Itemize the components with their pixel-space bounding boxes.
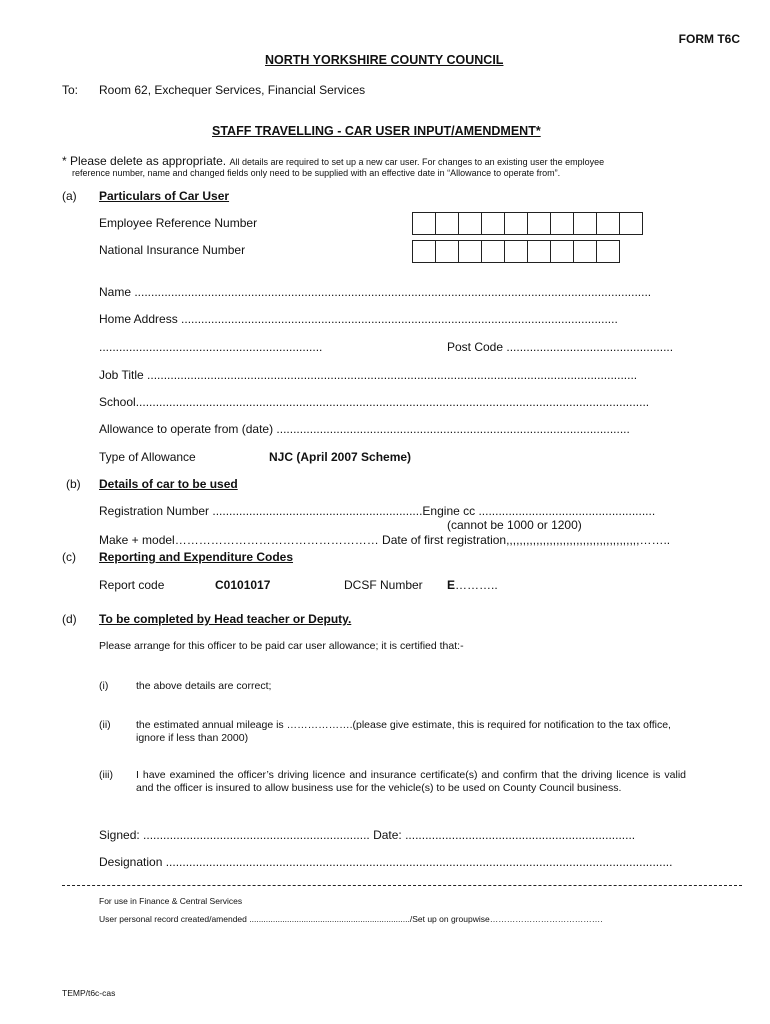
post-code-field[interactable]: Post Code ..................................................	[447, 340, 674, 354]
char-box[interactable]	[527, 212, 551, 235]
char-box[interactable]	[573, 240, 597, 263]
dcsf-number-prefix: E	[447, 578, 456, 592]
report-code-value: C0101017	[215, 578, 271, 592]
council-name: NORTH YORKSHIRE COUNTY COUNCIL	[265, 53, 504, 67]
make-model-field[interactable]: Make + model…………………………………………… Date of first registration,,,,,,,,,,,,,,,,,,,,,,,,,,,,,,,,,,,,,,,,……..	[99, 533, 671, 547]
char-box[interactable]	[458, 240, 482, 263]
section-a-letter: (a)	[62, 189, 77, 203]
char-box[interactable]	[573, 212, 597, 235]
section-a-heading: Particulars of Car User	[99, 189, 230, 203]
finance-use-label: For use in Finance & Central Services	[99, 896, 243, 906]
name-field[interactable]: Name ...........................................................................................................................................................	[99, 285, 652, 299]
to-label: To:	[62, 83, 79, 97]
cert-item-text: the estimated annual mileage is ……………….(please give estimate, this is required for notification to the tax office, ignore if less than 2000)	[136, 719, 671, 744]
designation-field[interactable]: Designation ........................................................................................................................................................	[99, 855, 673, 869]
home-address-field[interactable]: Home Address ...................................................................................................................................	[99, 312, 618, 326]
address-continuation-field[interactable]: ...................................................................	[99, 340, 323, 354]
dcsf-number-field[interactable]	[447, 578, 498, 592]
cert-item-text: the above details are correct;	[136, 680, 272, 692]
employee-ref-label: Employee Reference Number	[99, 216, 258, 230]
section-c-letter: (c)	[62, 550, 76, 564]
char-box[interactable]	[504, 240, 528, 263]
employee-ref-boxes[interactable]	[412, 212, 642, 235]
char-box[interactable]	[550, 240, 574, 263]
char-box[interactable]	[481, 240, 505, 263]
char-box[interactable]	[435, 240, 459, 263]
cert-item-number: (iii)	[99, 769, 113, 781]
form-code: FORM T6C	[678, 32, 740, 46]
to-value: Room 62, Exchequer Services, Financial Services	[99, 83, 366, 97]
delete-note-line2: reference number, name and changed fields only need to be supplied with an effective date in “Allowance to operate from”.	[72, 168, 561, 178]
certification-intro: Please arrange for this officer to be paid car user allowance; it is certified that:-	[99, 640, 464, 652]
job-title-field[interactable]: Job Title ...................................................................................................................................................	[99, 368, 638, 382]
section-d-letter: (d)	[62, 612, 77, 626]
cut-line-divider	[62, 885, 742, 886]
char-box[interactable]	[481, 212, 505, 235]
ni-label: National Insurance Number	[99, 243, 246, 257]
char-box[interactable]	[550, 212, 574, 235]
dcsf-number-label: DCSF Number	[344, 578, 423, 592]
char-box[interactable]	[596, 212, 620, 235]
delete-note	[62, 154, 604, 168]
char-box[interactable]	[435, 212, 459, 235]
char-box[interactable]	[527, 240, 551, 263]
char-box[interactable]	[596, 240, 620, 263]
section-b-letter: (b)	[66, 477, 81, 491]
signed-date-field[interactable]: Signed: .................................................................... Date: .....................................................................	[99, 828, 636, 842]
cert-item-number: (i)	[99, 680, 109, 692]
form-title: STAFF TRAVELLING - CAR USER INPUT/AMENDMENT*	[212, 124, 541, 138]
type-of-allowance-value: NJC (April 2007 Scheme)	[269, 450, 412, 464]
delete-note-lead: * Please delete as appropriate.	[62, 154, 227, 168]
section-d-heading: To be completed by Head teacher or Deputy.	[99, 612, 352, 626]
cert-item-number: (ii)	[99, 719, 111, 731]
allowance-date-field[interactable]: Allowance to operate from (date) ..........................................................................................................	[99, 422, 630, 436]
char-box[interactable]	[619, 212, 643, 235]
report-code-label: Report code	[99, 578, 165, 592]
finance-record-field[interactable]: User personal record created/amended ..................................................................../Set up on groupwise………………………………….	[99, 914, 603, 924]
registration-engine-field[interactable]: Registration Number ...............................................................Engine cc .....................................................	[99, 504, 656, 518]
char-box[interactable]	[412, 240, 436, 263]
type-of-allowance-label: Type of Allowance	[99, 450, 196, 464]
school-field[interactable]: School..........................................................................................................................................................	[99, 395, 650, 409]
char-box[interactable]	[504, 212, 528, 235]
cert-item-text: I have examined the officer’s driving licence and insurance certificate(s) and confirm that the driving licence is valid and the officer is insured to allow business use for the vehicle(s) to be used on County Council business.	[136, 769, 686, 794]
footer-reference: TEMP/t6c-cas	[62, 988, 116, 998]
char-box[interactable]	[412, 212, 436, 235]
engine-cc-note: (cannot be 1000 or 1200)	[447, 518, 582, 532]
section-c-heading: Reporting and Expenditure Codes	[99, 550, 294, 564]
char-box[interactable]	[458, 212, 482, 235]
section-b-heading: Details of car to be used	[99, 477, 238, 491]
dcsf-number-dots: ………..	[455, 578, 498, 592]
delete-note-line1: All details are required to set up a new car user. For changes to an existing user the employee	[229, 157, 605, 167]
ni-boxes[interactable]	[412, 240, 619, 263]
